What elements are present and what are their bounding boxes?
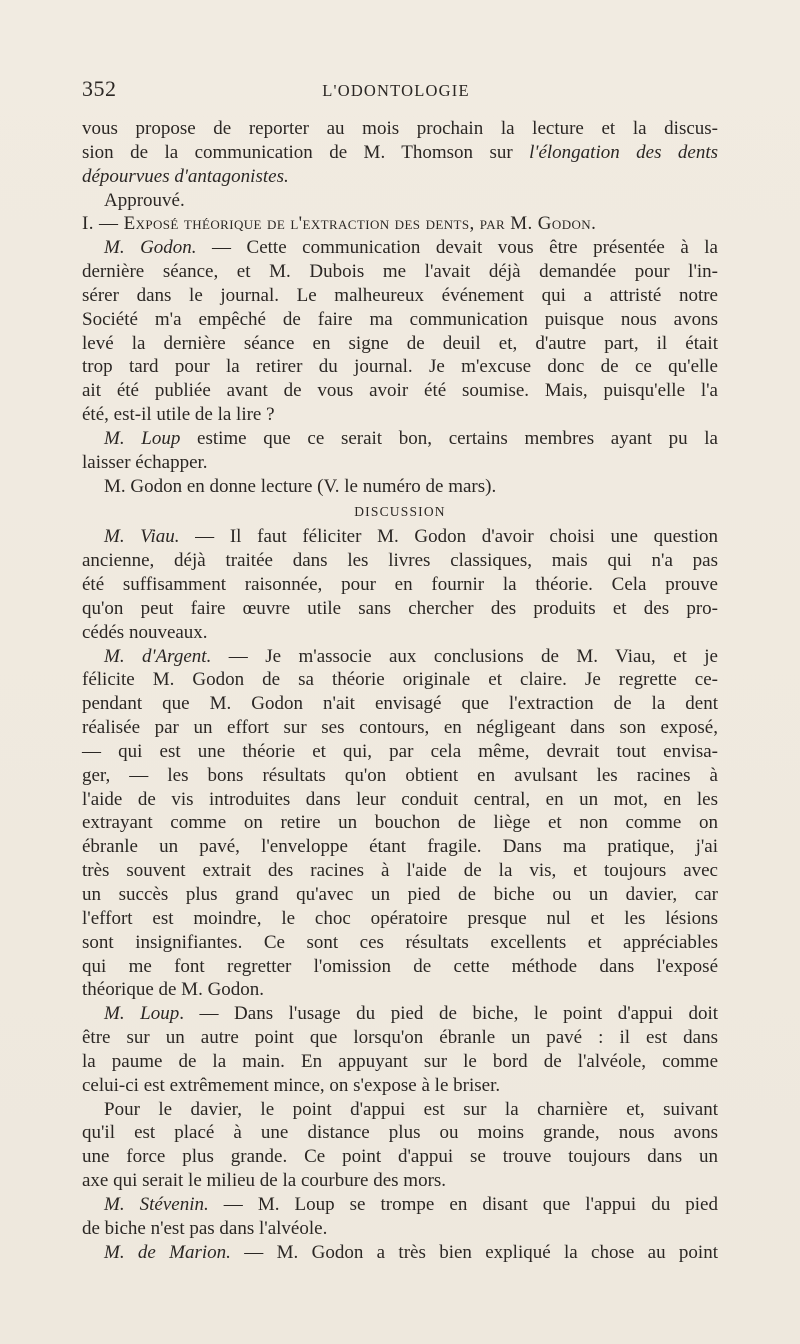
text-line: l'effort est moindre, le choc opératoire presque nul et les lésions [82, 907, 718, 929]
text-line: la paume de la main. En appuyant sur le bord de l'alvéole, comme [82, 1050, 718, 1072]
text-line: très souvent extrait des racines à l'aide de la vis, et toujours avec [82, 860, 718, 882]
text-line: M. d'Argent. — Je m'associe aux conclusions de M. Viau, et je [104, 645, 718, 667]
text-line: sérer dans le journal. Le malheureux événement qui a attristé notre [82, 284, 718, 306]
text-line: qui me font regretter l'omission de cette méthode dans l'exposé [82, 955, 718, 977]
text-line: — qui est une théorie et qui, par cela même, devrait tout envisa- [82, 740, 718, 762]
text-line: réalisée par un effort sur ses contours, en négligeant dans son exposé, [82, 717, 718, 739]
text-line: M. Loup. — Dans l'usage du pied de biche, le point d'appui doit [104, 1003, 718, 1025]
text-line: celui-ci est extrêmement mince, on s'expose à le briser. [82, 1074, 501, 1096]
text-line: sont insignifiantes. Ce sont ces résultats excellents et appréciables [82, 931, 718, 953]
running-title: L'ODONTOLOGIE [322, 81, 470, 100]
section-heading: DISCUSSION [354, 503, 446, 519]
text-line: être sur un autre point que lorsqu'on ébranle un pavé : il est dans [82, 1027, 718, 1049]
text-line: dépourvues d'antagonistes. [82, 165, 289, 187]
text-line: théorique de M. Godon. [82, 979, 265, 1001]
text-line: laisser échapper. [82, 451, 208, 473]
text-line: une force plus grande. Ce point d'appui se trouve toujours dans un [82, 1146, 718, 1168]
text-line: pendant que M. Godon n'ait envisagé que l'extraction de la dent [82, 693, 718, 715]
text-line: de biche n'est pas dans l'alvéole. [82, 1217, 328, 1239]
text-line: ébranle un pavé, l'enveloppe étant fragile. Dans ma pratique, j'ai [82, 836, 718, 858]
text-line: ger, — les bons résultats qu'on obtient en avulsant les racines à [82, 764, 718, 786]
text-line: M. Godon en donne lecture (V. le numéro de mars). [104, 475, 497, 497]
text-line: dernière séance, et M. Dubois me l'avait déjà demandée pour l'in- [82, 261, 718, 283]
text-line: félicite M. Godon de sa théorie originale et claire. Je regrette ce- [82, 669, 718, 691]
page-number: 352 [82, 76, 117, 101]
text-line: ait été publiée avant de vous avoir été soumise. Mais, puisqu'elle l'a [82, 380, 718, 402]
page-body [82, 117, 718, 1265]
text-line: Approuvé. [104, 189, 185, 211]
text-line: vous propose de reporter au mois prochain la lecture et la discus- [82, 118, 718, 139]
page-header [82, 76, 710, 106]
text-line: M. Godon. — Cette communication devait vous être présentée à la [104, 237, 718, 259]
text-line: qu'il est placé à une distance plus ou moins grande, nous avons [82, 1122, 718, 1144]
text-line: Pour le davier, le point d'appui est sur la charnière et, suivant [104, 1098, 718, 1120]
text-line: sion de la communication de M. Thomson sur l'élongation des dents [82, 141, 718, 163]
text-line: l'aide de vis introduites dans leur conduit central, en un mot, en les [82, 788, 718, 810]
text-line: Société m'a empêché de faire ma communication puisque nous avons [82, 308, 718, 330]
text-line: levé la dernière séance en signe de deuil et, d'autre part, il était [82, 332, 718, 354]
text-line: M. de Marion. — M. Godon a très bien expliqué la chose au point [104, 1241, 718, 1263]
text-line: été suffisamment raisonnée, pour en fournir la théorie. Cela prouve [82, 574, 718, 596]
text-line: cédés nouveaux. [82, 621, 208, 643]
text-line: extrayant comme on retire un bouchon de liège et non comme on [82, 812, 718, 834]
text-line: un succès plus grand qu'avec un pied de biche ou un davier, car [82, 884, 718, 905]
text-line: qu'on peut faire œuvre utile sans chercher des produits et des pro- [82, 597, 718, 619]
text-line: M. Stévenin. — M. Loup se trompe en disant que l'appui du pied [104, 1193, 718, 1215]
text-line: trop tard pour la retirer du journal. Je m'excuse donc de ce qu'elle [82, 356, 718, 378]
text-line: été, est-il utile de la lire ? [82, 404, 275, 426]
text-line: M. Viau. — Il faut féliciter M. Godon d'avoir choisi une question [104, 526, 718, 548]
text-line: M. Loup estime que ce serait bon, certains membres ayant pu la [104, 427, 718, 449]
text-line: axe qui serait le milieu de la courbure des mors. [82, 1170, 447, 1192]
text-line: ancienne, déjà traitée dans les livres classiques, mais qui n'a pas [82, 550, 718, 572]
text-line: I. — Exposé théorique de l'extraction des dents, par M. Godon. [82, 213, 597, 235]
